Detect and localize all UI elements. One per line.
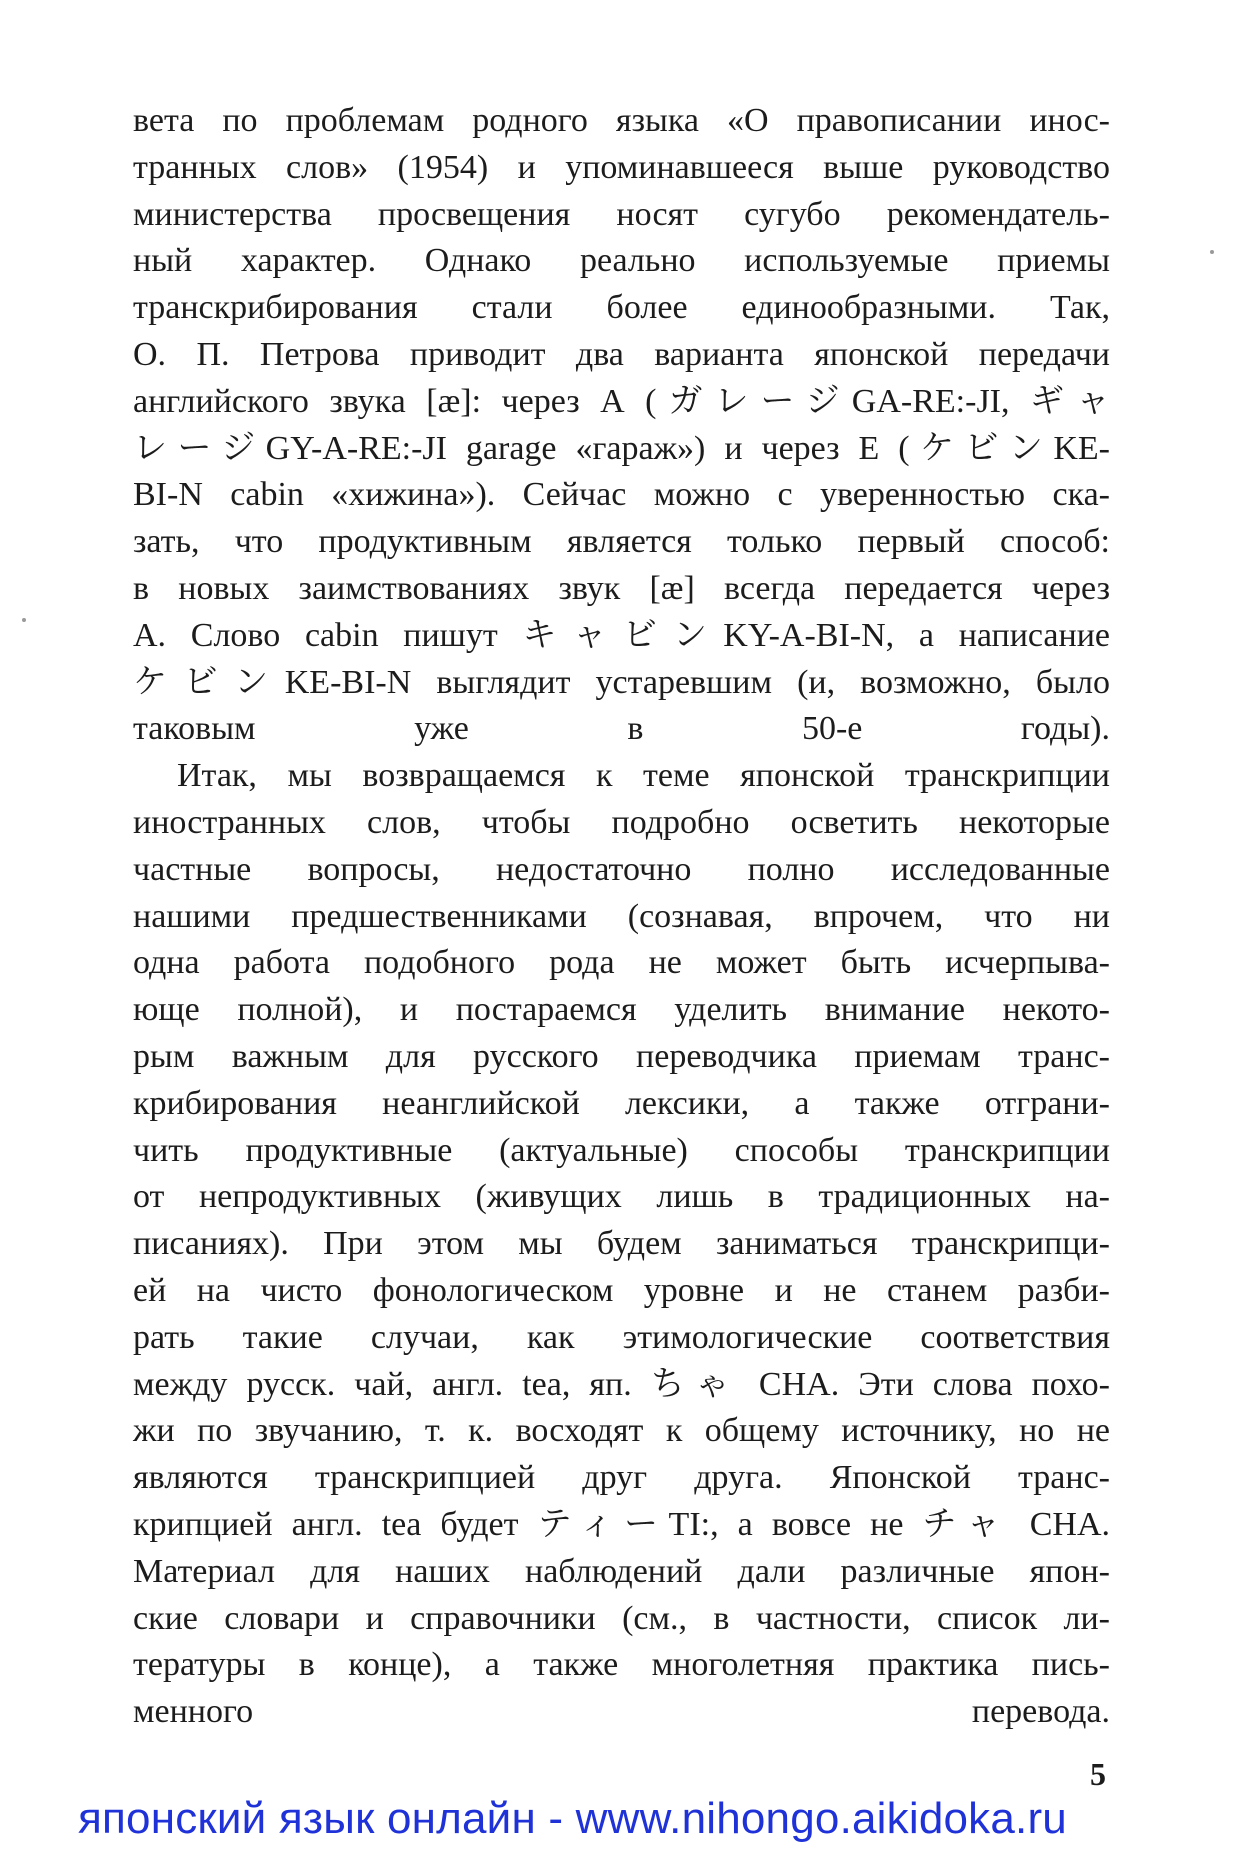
text-line: юще полной), и постараемся уделить внимание некото- xyxy=(133,991,1110,1029)
text-line: в новых заимствованиях звук [æ] всегда передается через xyxy=(133,569,1110,607)
text-line: частные вопросы, недостаточно полно исследованные xyxy=(133,850,1110,888)
text-line: транных слов» (1954) и упоминавшееся выше руководство xyxy=(133,148,1110,186)
body-text xyxy=(133,98,1110,1736)
text-line: О. П. Петрова приводит два варианта японской передачи xyxy=(133,335,1110,373)
text-line: тературы в конце), а также многолетняя практика пись- xyxy=(133,1646,1110,1684)
text-line: Итак, мы возвращаемся к теме японской транскрипции xyxy=(177,757,1110,795)
text-line: зать, что продуктивным является только первый способ: xyxy=(133,523,1110,561)
text-line: А. Слово cabin пишут キャビンKY-A-BI-N, а написание xyxy=(133,616,1110,654)
site-watermark: японский язык онлайн - www.nihongo.aikidoka.ru xyxy=(78,1794,1067,1843)
text-line: жи по звучанию, т. к. восходят к общему источнику, но не xyxy=(133,1412,1110,1450)
text-line: нашими предшественниками (сознавая, впрочем, что ни xyxy=(133,897,1110,935)
text-line: от непродуктивных (живущих лишь в традиционных на- xyxy=(133,1178,1110,1216)
text-line: писаниях). При этом мы будем заниматься транскрипци- xyxy=(133,1225,1110,1263)
text-line: транскрибирования стали более единообразными. Так, xyxy=(133,289,1110,327)
scan-speck xyxy=(1210,250,1214,254)
text-line: менного перевода. xyxy=(133,1693,1110,1731)
text-line: вета по проблемам родного языка «О правописании инос- xyxy=(133,102,1110,139)
text-line: レージGY-A-RE:-JI garage «гараж») и через Е (ケビンKE- xyxy=(133,429,1110,467)
text-line: являются транскрипцией друг друга. Японской транс- xyxy=(133,1459,1110,1497)
text-line: между русск. чай, англ. tea, яп. ちゃ CHA. Эти слова похо- xyxy=(133,1365,1110,1403)
text-line: министерства просвещения носят сугубо рекомендатель- xyxy=(133,195,1110,233)
text-line: ケビンKE-BI-N выглядит устаревшим (и, возможно, было xyxy=(133,663,1110,701)
text-line: ей на чисто фонологическом уровне и не станем разби- xyxy=(133,1271,1110,1309)
text-line: крибирования неанглийской лексики, а также отграни- xyxy=(133,1084,1110,1122)
paragraph-1 xyxy=(133,98,1110,753)
text-line: таковым уже в 50-е годы). xyxy=(133,710,1110,748)
text-line: чить продуктивные (актуальные) способы транскрипции xyxy=(133,1131,1110,1169)
page-number: 5 xyxy=(1090,1756,1106,1792)
text-line: рать такие случаи, как этимологические соответствия xyxy=(133,1318,1110,1356)
text-line: одна работа подобного рода не может быть исчерпыва- xyxy=(133,944,1110,982)
text-line: ские словари и справочники (см., в частности, список ли- xyxy=(133,1599,1110,1637)
text-line: ный характер. Однако реально используемые приемы xyxy=(133,242,1110,280)
paragraph-2 xyxy=(133,753,1110,1736)
text-line: крипцией англ. tea будет ティーTI:, а вовсе не チャ CHA. xyxy=(133,1505,1110,1543)
text-line: английского звука [æ]: через А (ガレージGA-RE:-JI, ギャ xyxy=(133,382,1110,420)
text-line: BI-N cabin «хижина»). Сейчас можно с уверенностью ска- xyxy=(133,476,1110,514)
text-line: рым важным для русского переводчика приемам транс- xyxy=(133,1037,1110,1075)
scan-speck xyxy=(22,618,26,622)
text-line: Материал для наших наблюдений дали различные япон- xyxy=(133,1552,1110,1590)
text-line: иностранных слов, чтобы подробно осветить некоторые xyxy=(133,803,1110,841)
